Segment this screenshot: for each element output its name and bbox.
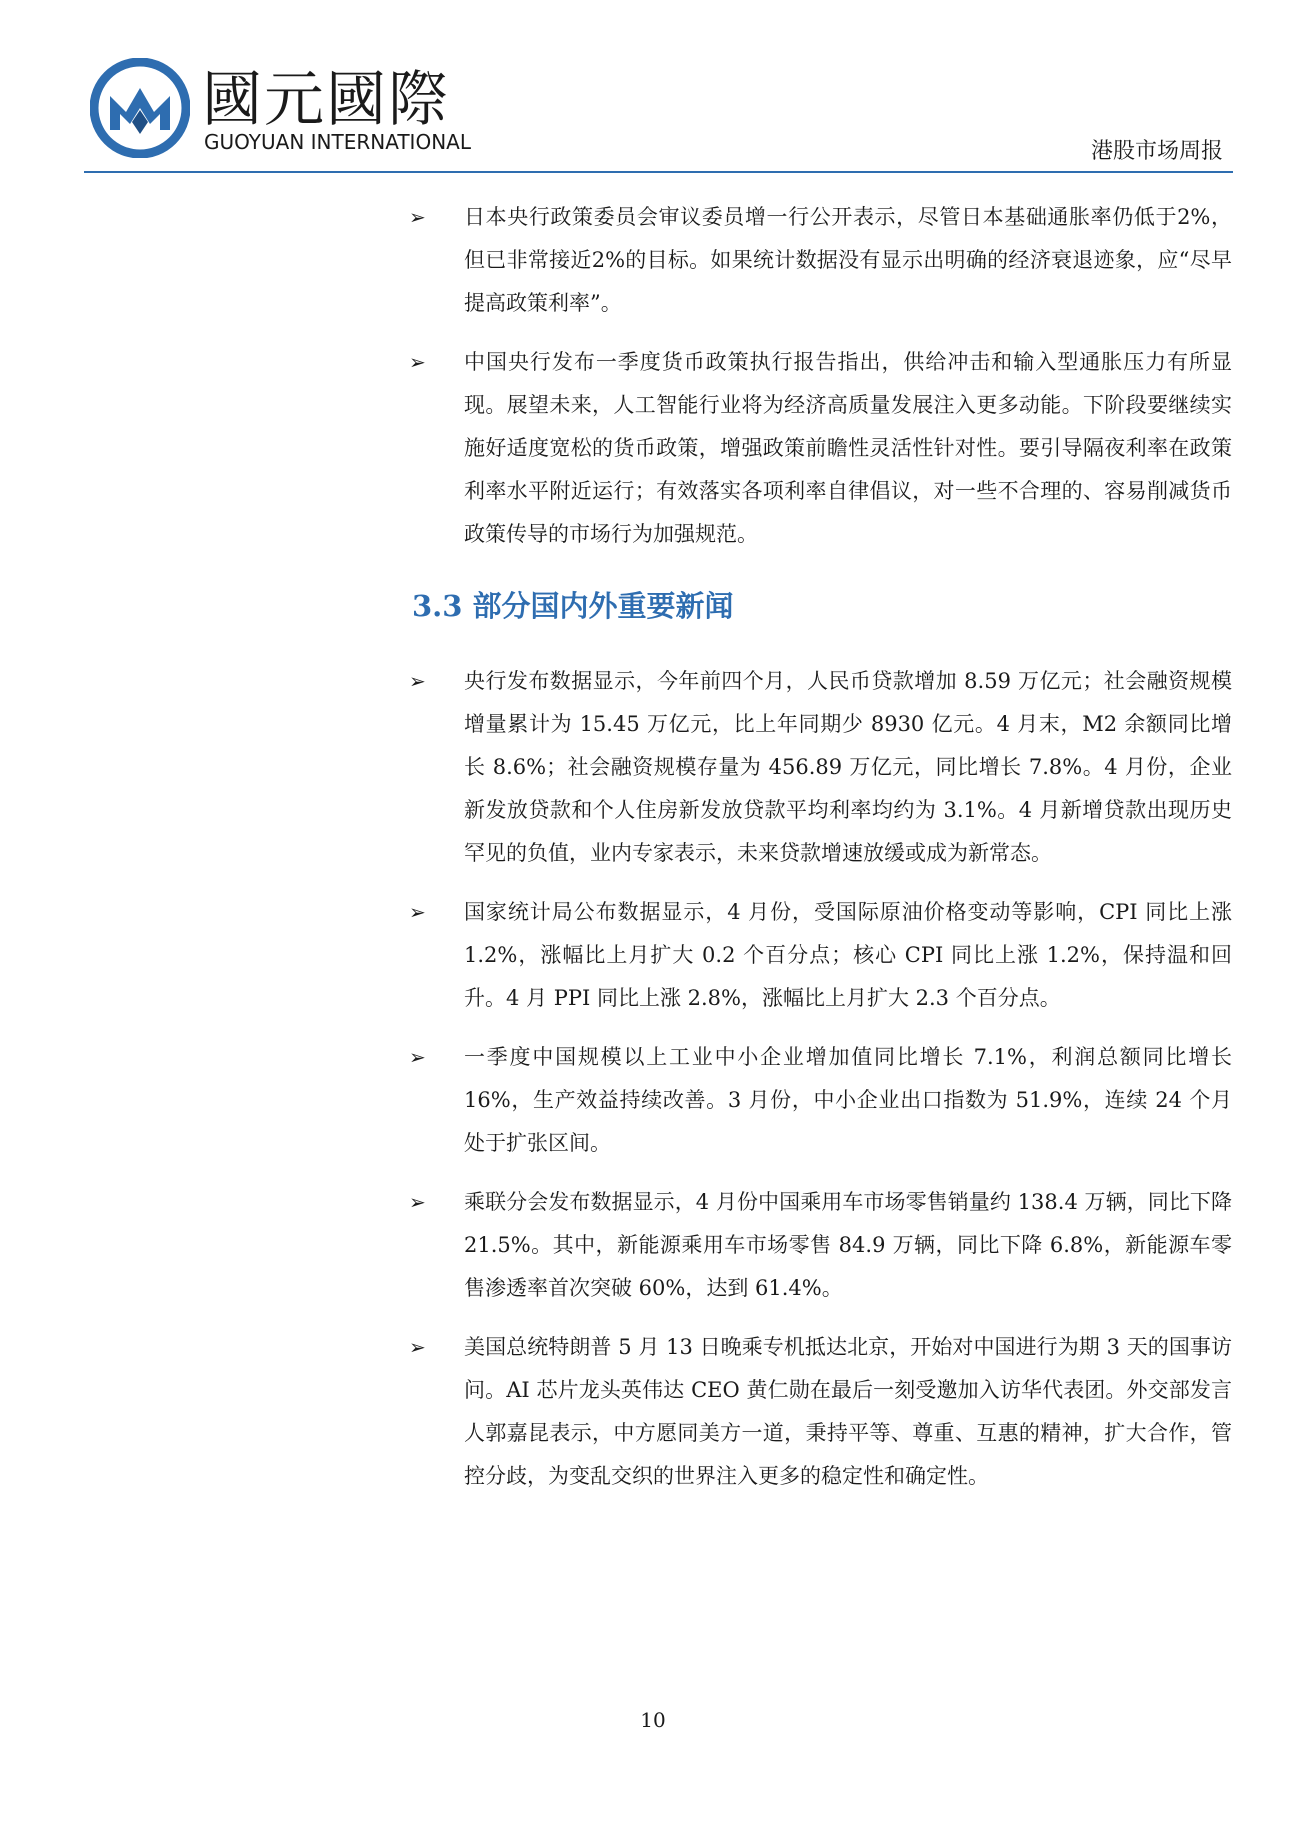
page-body — [409, 196, 1232, 1514]
bullet-text: 央行发布数据显示，今年前四个月，人民币贷款增加 8.59 万亿元；社会融资规模增量累计为 15.45 万亿元，比上年同期少 8930 亿元。4 月末，M2 余额同比增长 8.6%；社会融资规模存量为 456.89 万亿元，同比增长 7.8%。4 月份，企业新发放贷款和个人住房新发放贷款平均利率均约为 3.1%。4 月新增贷款出现历史罕见的负值，业内专家表示，未来贷款增速放缓或成为新常态。 — [464, 669, 1232, 865]
bullet-text: 国家统计局公布数据显示，4 月份，受国际原油价格变动等影响，CPI 同比上涨 1.2%，涨幅比上月扩大 0.2 个百分点；核心 CPI 同比上涨 1.2%，保持温和回升。4 月 PPI 同比上涨 2.8%，涨幅比上月扩大 2.3 个百分点。 — [464, 900, 1232, 1010]
bullet-arrow-icon: ➢ — [409, 900, 426, 924]
page-number: 10 — [640, 1708, 666, 1732]
page-header — [86, 58, 1229, 172]
bullet-arrow-icon: ➢ — [409, 350, 426, 374]
guoyuan-logo-icon — [90, 58, 190, 158]
logo-english-name: GUOYUAN INTERNATIONAL — [204, 130, 471, 154]
bullet-text: 中国央行发布一季度货币政策执行报告指出，供给冲击和输入型通胀压力有所显现。展望未来，人工智能行业将为经济高质量发展注入更多动能。下阶段要继续实施好适度宽松的货币政策，增强政策前瞻性灵活性针对性。要引导隔夜利率在政策利率水平附近运行；有效落实各项利率自律倡议，对一些不合理的、容易削减货币政策传导的市场行为加强规范。 — [464, 350, 1232, 546]
bullet-arrow-icon: ➢ — [409, 1190, 426, 1214]
bullet-arrow-icon: ➢ — [409, 669, 426, 693]
bullet-text: 一季度中国规模以上工业中小企业增加值同比增长 7.1%，利润总额同比增长 16%，生产效益持续改善。3 月份，中小企业出口指数为 51.9%，连续 24 个月处于扩张区间。 — [464, 1045, 1232, 1155]
header-divider — [84, 171, 1233, 173]
list-item — [409, 1181, 1232, 1310]
bullet-text: 美国总统特朗普 5 月 13 日晚乘专机抵达北京，开始对中国进行为期 3 天的国事访问。AI 芯片龙头英伟达 CEO 黄仁勋在最后一刻受邀加入访华代表团。外交部发言人郭嘉昆表示，中方愿同美方一道，秉持平等、尊重、互惠的精神，扩大合作，管控分歧，为变乱交织的世界注入更多的稳定性和确定性。 — [464, 1335, 1232, 1488]
bullet-arrow-icon: ➢ — [409, 205, 426, 229]
bullet-arrow-icon: ➢ — [409, 1335, 426, 1359]
list-item — [409, 891, 1232, 1020]
report-name: 港股市场周报 — [1090, 139, 1223, 164]
list-item — [409, 1036, 1232, 1165]
bullet-text: 日本央行政策委员会审议委员增一行公开表示，尽管日本基础通胀率仍低于2%，但已非常接近2%的目标。如果统计数据没有显示出明确的经济衰退迹象，应“尽早提高政策利率”。 — [464, 205, 1232, 315]
company-logo — [86, 58, 566, 168]
list-item — [409, 1326, 1232, 1498]
bullet-arrow-icon: ➢ — [409, 1045, 426, 1069]
section-heading: 3.3 部分国内外重要新闻 — [412, 589, 734, 623]
bullet-text: 乘联分会发布数据显示，4 月份中国乘用车市场零售销量约 138.4 万辆，同比下降 21.5%。其中，新能源乘用车市场零售 84.9 万辆，同比下降 6.8%，新能源车零售渗透率首次突破 60%，达到 61.4%。 — [464, 1190, 1232, 1300]
logo-chinese-name: 國元國際 — [202, 65, 450, 135]
list-item — [409, 341, 1232, 556]
list-item — [409, 196, 1232, 325]
list-item — [409, 660, 1232, 875]
